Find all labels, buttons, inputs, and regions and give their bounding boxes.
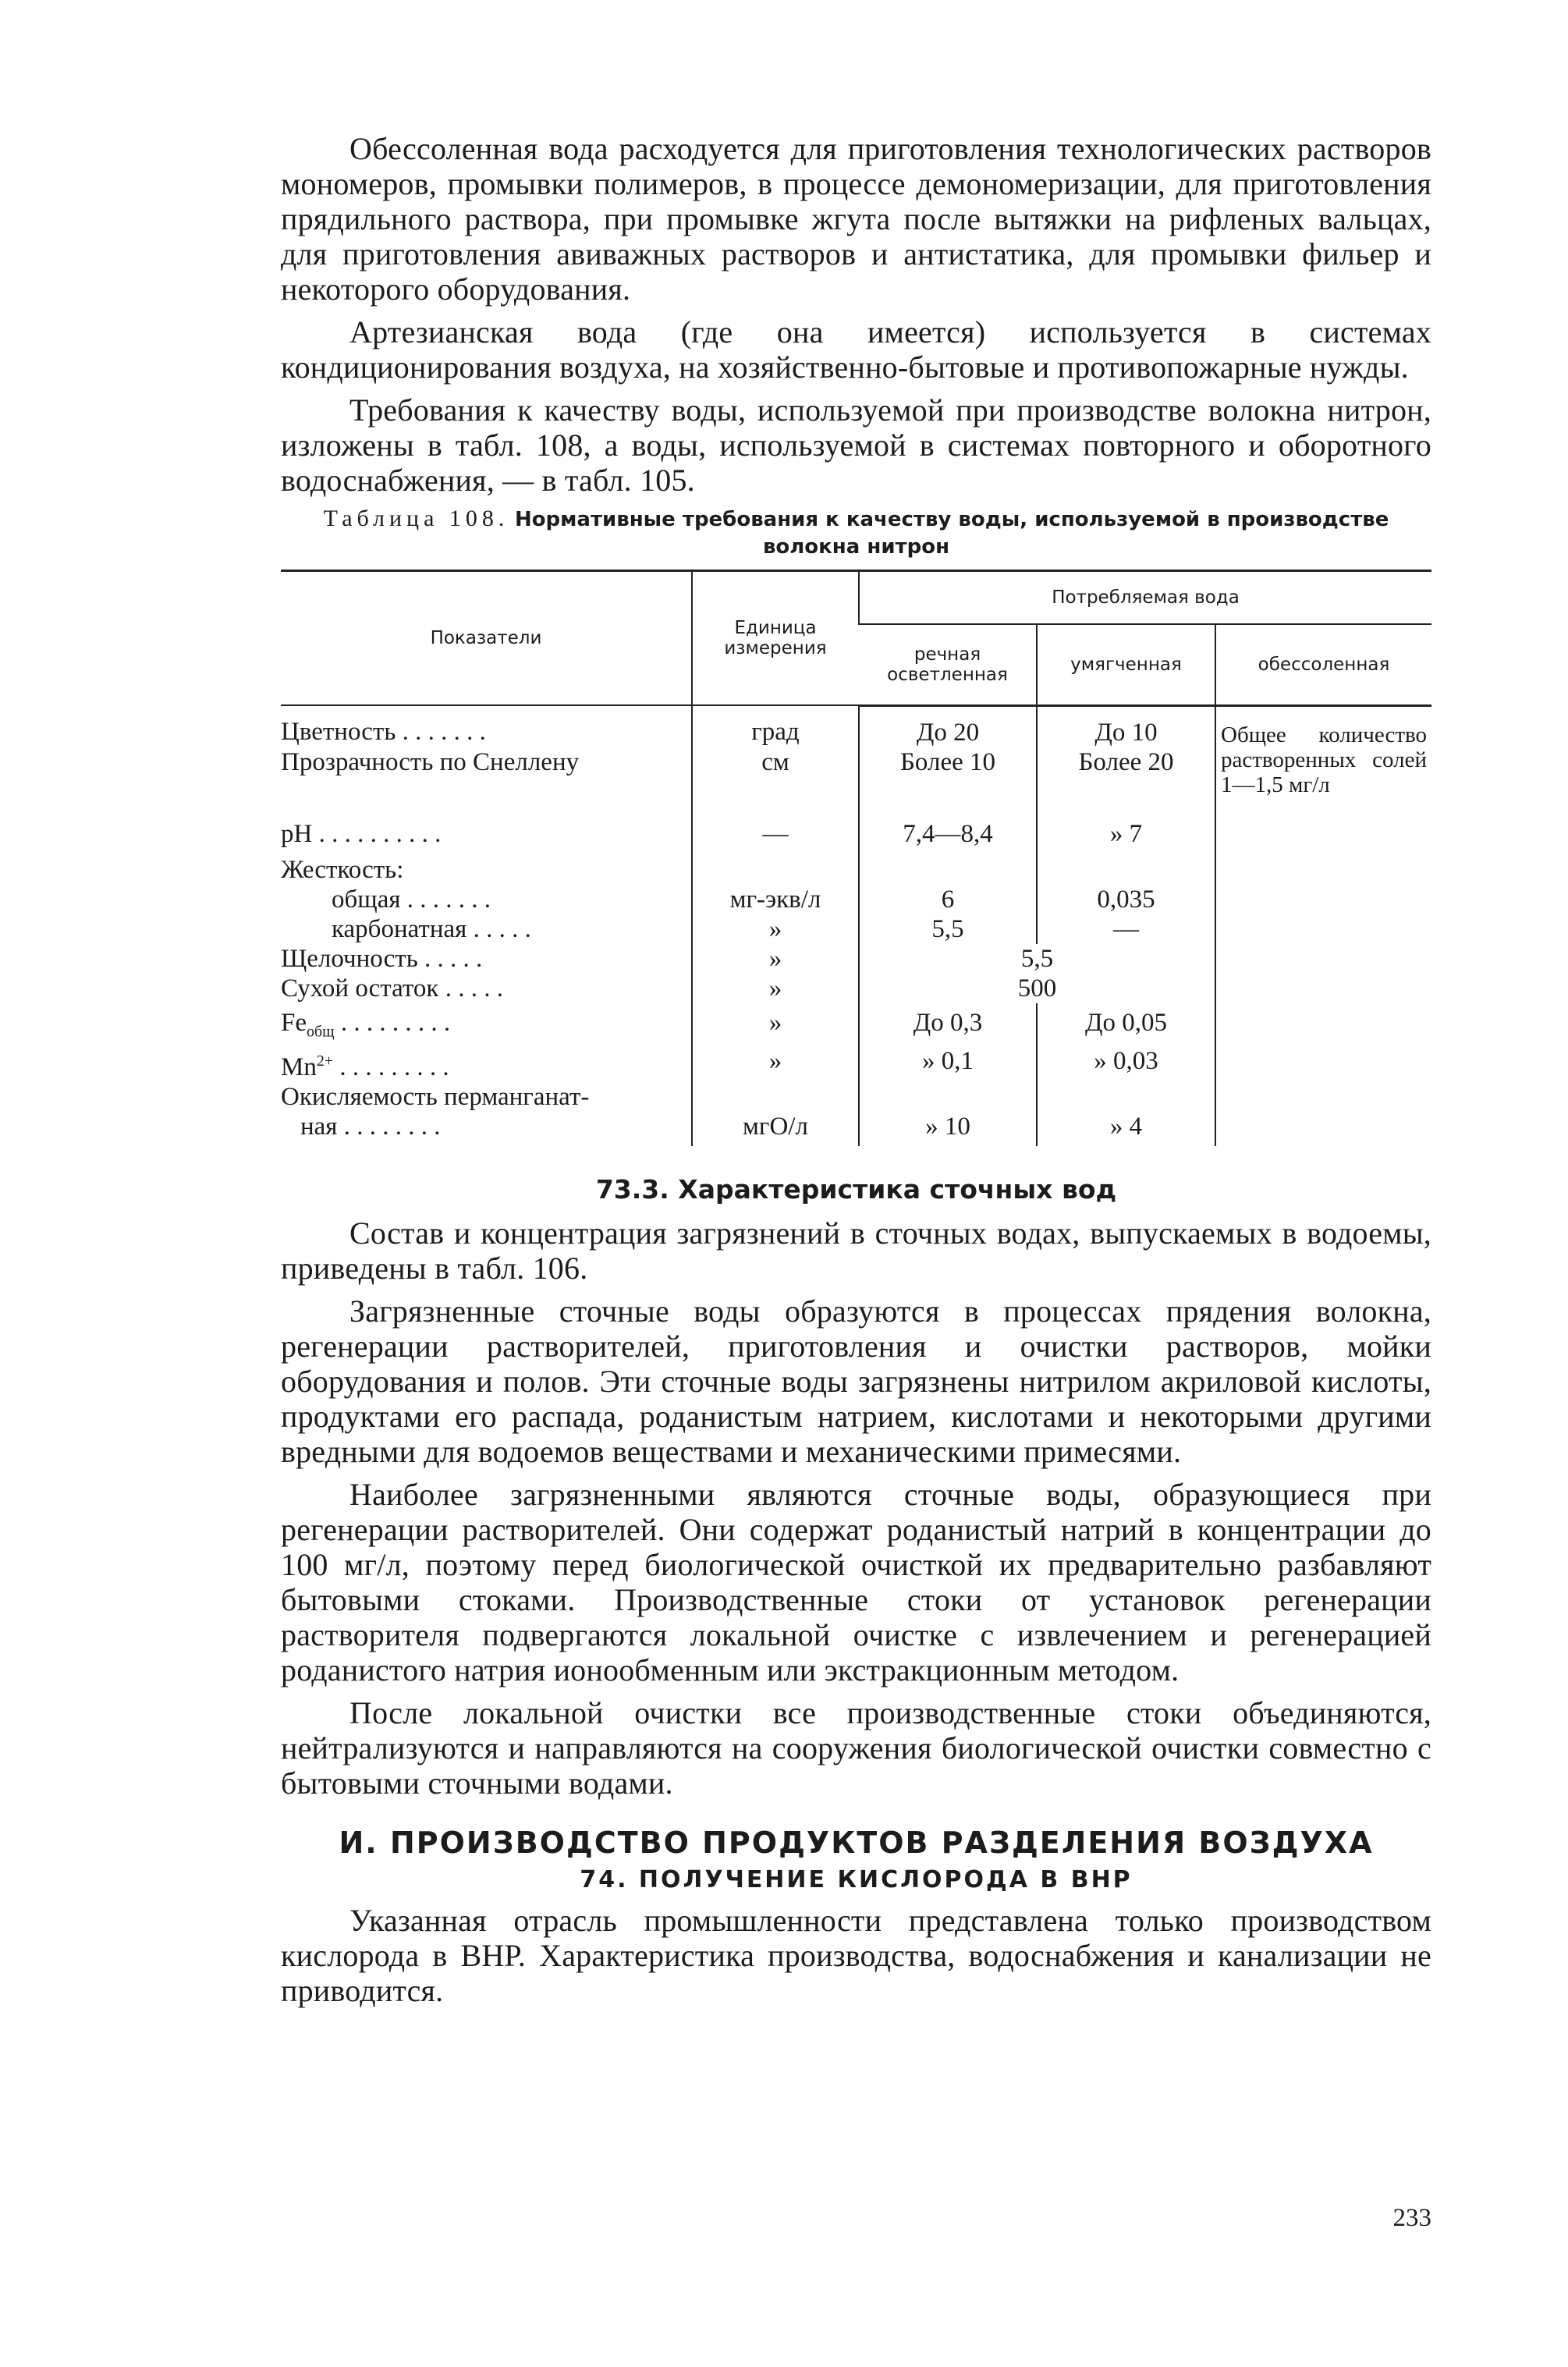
cell-softened: До 0,05 xyxy=(1037,1003,1215,1047)
paragraph: Обессоленная вода расходуется для приготовления технологических растворов мономеров, промывки полимеров, в процессе демономеризации, для приготовления прядильного раствора, при промывке жгута после вытяжки на рифленых вальцах, для приготовления авиважных растворов и антистатика, для промывки фильер и некоторого оборудования. xyxy=(281,131,1431,307)
cell-river: До 20 xyxy=(859,705,1037,747)
header-indicators: Показатели xyxy=(281,571,692,706)
cell-unit: мг-экв/л xyxy=(692,885,859,914)
paragraph: Указанная отрасль промышленности представлена только производством кислорода в ВНР. Характеристика производства, водоснабжения и канализации не приводится. xyxy=(281,1903,1431,2009)
paragraph: Загрязненные сточные воды образуются в процессах прядения волокна, регенерации растворителей, приготовления и очистки растворов, мойки оборудования и полов. Эти сточные воды загрязнены нитрилом акриловой кислоты, продуктами его распада, роданистым натрием, кислотами и некоторыми другими вредными для водоемов веществами и механическими примесями. xyxy=(281,1294,1431,1470)
part-heading: И. ПРОИЗВОДСТВО ПРОДУКТОВ РАЗДЕЛЕНИЯ ВОЗДУХА xyxy=(339,1826,1374,1861)
table-caption-label: Таблица 108. xyxy=(323,506,509,531)
cell-name: Сухой остаток . . . . . xyxy=(281,974,503,1003)
cell-river: До 0,3 xyxy=(859,1003,1037,1047)
formula-sub: общ xyxy=(307,1023,335,1041)
header-unit: Единица измерения xyxy=(692,571,859,706)
cell-river: » 10 xyxy=(859,1112,1037,1146)
cell-unit: » xyxy=(692,1046,859,1082)
cell-name: Жесткость: xyxy=(281,855,404,884)
cell-unit: — xyxy=(692,819,859,849)
table-caption-title: Нормативные требования к качеству воды, используемой в производстве волокна нитрон xyxy=(514,508,1389,559)
paragraph: Наиболее загрязненными являются сточные воды, образующиеся при регенерации растворителей. Они содержат роданистый натрий в концентрации до 100 мг/л, поэтому перед биологической очисткой их предварительно разбавляют бытовыми стоками. Производственные стоки от установок регенерации растворителя подвергаются локальной очистке с извлечением и регенерацией роданистого натрия ионообменным или экстракционным методом. xyxy=(281,1477,1431,1688)
formula-mn: Mn xyxy=(281,1053,317,1082)
page-number: 233 xyxy=(1392,2204,1431,2232)
section-heading: 73.3. Характеристика сточных вод xyxy=(595,1174,1117,1205)
cell-name: ная . . . . . . . . xyxy=(300,1113,441,1141)
cell-name: Щелочность . . . . . xyxy=(281,944,483,973)
header-desalted: обессоленная xyxy=(1215,624,1431,705)
header-consumed-water: Потребляемая вода xyxy=(859,571,1431,624)
table-caption xyxy=(281,506,1431,560)
cell-name: pH . . . . . . . . . . xyxy=(281,819,442,848)
cell-softened: — xyxy=(1037,914,1215,944)
paragraph: После локальной очистки все производственные стоки объединяются, нейтрализуются и направляются на сооружения биологической очистки совместно с бытовыми сточными водами. xyxy=(281,1695,1431,1801)
water-requirements-table xyxy=(281,570,1431,1146)
cell-softened: 0,035 xyxy=(1037,885,1215,914)
cell-river: 7,4—8,4 xyxy=(859,819,1037,849)
cell-name: общая . . . . . . . xyxy=(332,885,491,914)
paragraph: Артезианская вода (где она имеется) используется в системах кондиционирования воздуха, на хозяйственно-бытовые и противопожарные нужды. xyxy=(281,314,1431,385)
paragraph: Состав и концентрация загрязнений в сточных водах, выпускаемых в водоемы, приведены в табл. 106. xyxy=(281,1215,1431,1286)
dot-leader: . . . . . . . . . xyxy=(333,1053,449,1082)
header-river: речная осветленная xyxy=(859,624,1037,705)
formula-fe: Fe xyxy=(281,1008,307,1037)
cell-river: 5,5 xyxy=(859,914,1037,944)
dot-leader: . . . . . . . . . xyxy=(334,1008,451,1037)
cell-unit: » xyxy=(692,944,859,974)
cell-merged: 500 xyxy=(859,974,1215,1003)
page xyxy=(281,131,1431,2016)
cell-name: Прозрачность по Снеллену xyxy=(281,747,580,776)
cell-river: 6 xyxy=(859,885,1037,914)
table-row xyxy=(281,705,1431,747)
chapter-heading: 74. ПОЛУЧЕНИЕ КИСЛОРОДА В ВНР xyxy=(580,1866,1133,1894)
cell-name: Цветность . . . . . . . xyxy=(281,718,486,746)
cell-unit: см xyxy=(692,747,859,819)
cell-softened: До 10 xyxy=(1037,705,1215,747)
cell-softened: Более 20 xyxy=(1037,747,1215,819)
cell-river: » 0,1 xyxy=(859,1046,1037,1082)
cell-unit: мгО/л xyxy=(692,1112,859,1146)
cell-river: Более 10 xyxy=(859,747,1037,819)
paragraph: Требования к качеству воды, используемой при производстве волокна нитрон, изложены в табл. 108, а воды, используемой в системах повторного и оборотного водоснабжения, — в табл. 105. xyxy=(281,392,1431,498)
cell-softened: » 0,03 xyxy=(1037,1046,1215,1082)
cell-name: Окисляемость перманганат- xyxy=(281,1083,590,1112)
cell-merged: 5,5 xyxy=(859,944,1215,974)
cell-unit: град xyxy=(692,705,859,747)
cell-desalted-note: Общее количество растворенных солей 1—1,5 мг/л xyxy=(1215,705,1431,1146)
cell-name xyxy=(281,1003,692,1047)
cell-unit: » xyxy=(692,1003,859,1047)
cell-name: карбонатная . . . . . xyxy=(332,914,531,943)
cell-softened: » 4 xyxy=(1037,1112,1215,1146)
cell-softened: » 7 xyxy=(1037,819,1215,849)
cell-unit: » xyxy=(692,914,859,944)
header-softened: умягченная xyxy=(1037,624,1215,705)
cell-name xyxy=(281,1046,692,1082)
cell-unit: » xyxy=(692,974,859,1003)
formula-sup: 2+ xyxy=(316,1052,334,1070)
